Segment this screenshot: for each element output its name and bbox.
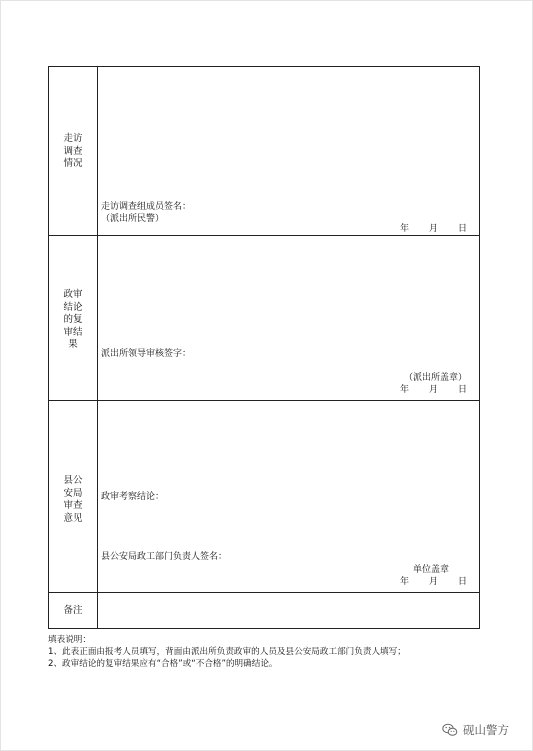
notes-item: 1、此表正面由报考人员填写，背面由派出所负责政审的人员及县公安局政工部门负责人填写； xyxy=(48,647,406,657)
label-line: 县公 xyxy=(63,475,83,486)
wechat-icon xyxy=(442,723,458,737)
label-line: 调查 xyxy=(63,145,83,157)
fill-instructions xyxy=(48,634,406,670)
date-day: 日 xyxy=(457,224,467,234)
row-divider xyxy=(49,592,479,593)
visit-date xyxy=(400,223,467,235)
label-line: 审结 xyxy=(63,326,83,338)
date-month: 月 xyxy=(428,385,438,395)
county-seal: 单位盖章 xyxy=(412,565,449,575)
notes-title: 填表说明： xyxy=(48,635,91,645)
date-month: 月 xyxy=(428,224,438,234)
row-divider xyxy=(49,400,479,401)
county-section-label xyxy=(49,475,97,525)
label-line: 走访 xyxy=(63,133,83,144)
date-year: 年 xyxy=(399,577,409,587)
watermark xyxy=(442,722,509,738)
visit-signature-note: （派出所民警） xyxy=(101,214,165,224)
review-seal: （派出所盖章） xyxy=(403,373,467,383)
review-form-table xyxy=(48,66,480,629)
visit-section-label xyxy=(49,133,97,171)
row-divider xyxy=(49,235,479,236)
county-conclusion-label: 政审考察结论： xyxy=(101,492,165,502)
label-line: 审查 xyxy=(63,500,83,511)
label-line: 情况 xyxy=(63,158,83,169)
label-line: 的复 xyxy=(63,314,83,325)
date-year: 年 xyxy=(399,224,409,234)
watermark-text: 砚山警方 xyxy=(463,723,509,737)
review-signature-label: 派出所领导审核签字： xyxy=(101,349,192,359)
label-line: 政审 xyxy=(63,289,83,300)
visit-signature-label: 走访调查组成员签名： xyxy=(101,202,192,212)
date-day: 日 xyxy=(457,577,467,587)
date-day: 日 xyxy=(457,385,467,395)
label-line: 结论 xyxy=(63,301,83,313)
review-section-label xyxy=(49,289,97,352)
label-line: 备注 xyxy=(63,605,83,616)
label-line: 安局 xyxy=(63,487,83,499)
label-line: 意见 xyxy=(63,512,83,524)
date-month: 月 xyxy=(428,577,438,587)
notes-item: 2、政审结论的复审结果应有“合格”或“不合格”的明确结论。 xyxy=(48,659,278,669)
label-column-divider xyxy=(97,67,98,628)
county-date xyxy=(400,576,467,588)
remarks-label xyxy=(49,605,97,618)
date-year: 年 xyxy=(399,385,409,395)
review-date xyxy=(400,384,467,396)
label-line: 果 xyxy=(68,339,78,350)
county-signature-label: 县公安局政工部门负责人签名： xyxy=(101,552,228,562)
